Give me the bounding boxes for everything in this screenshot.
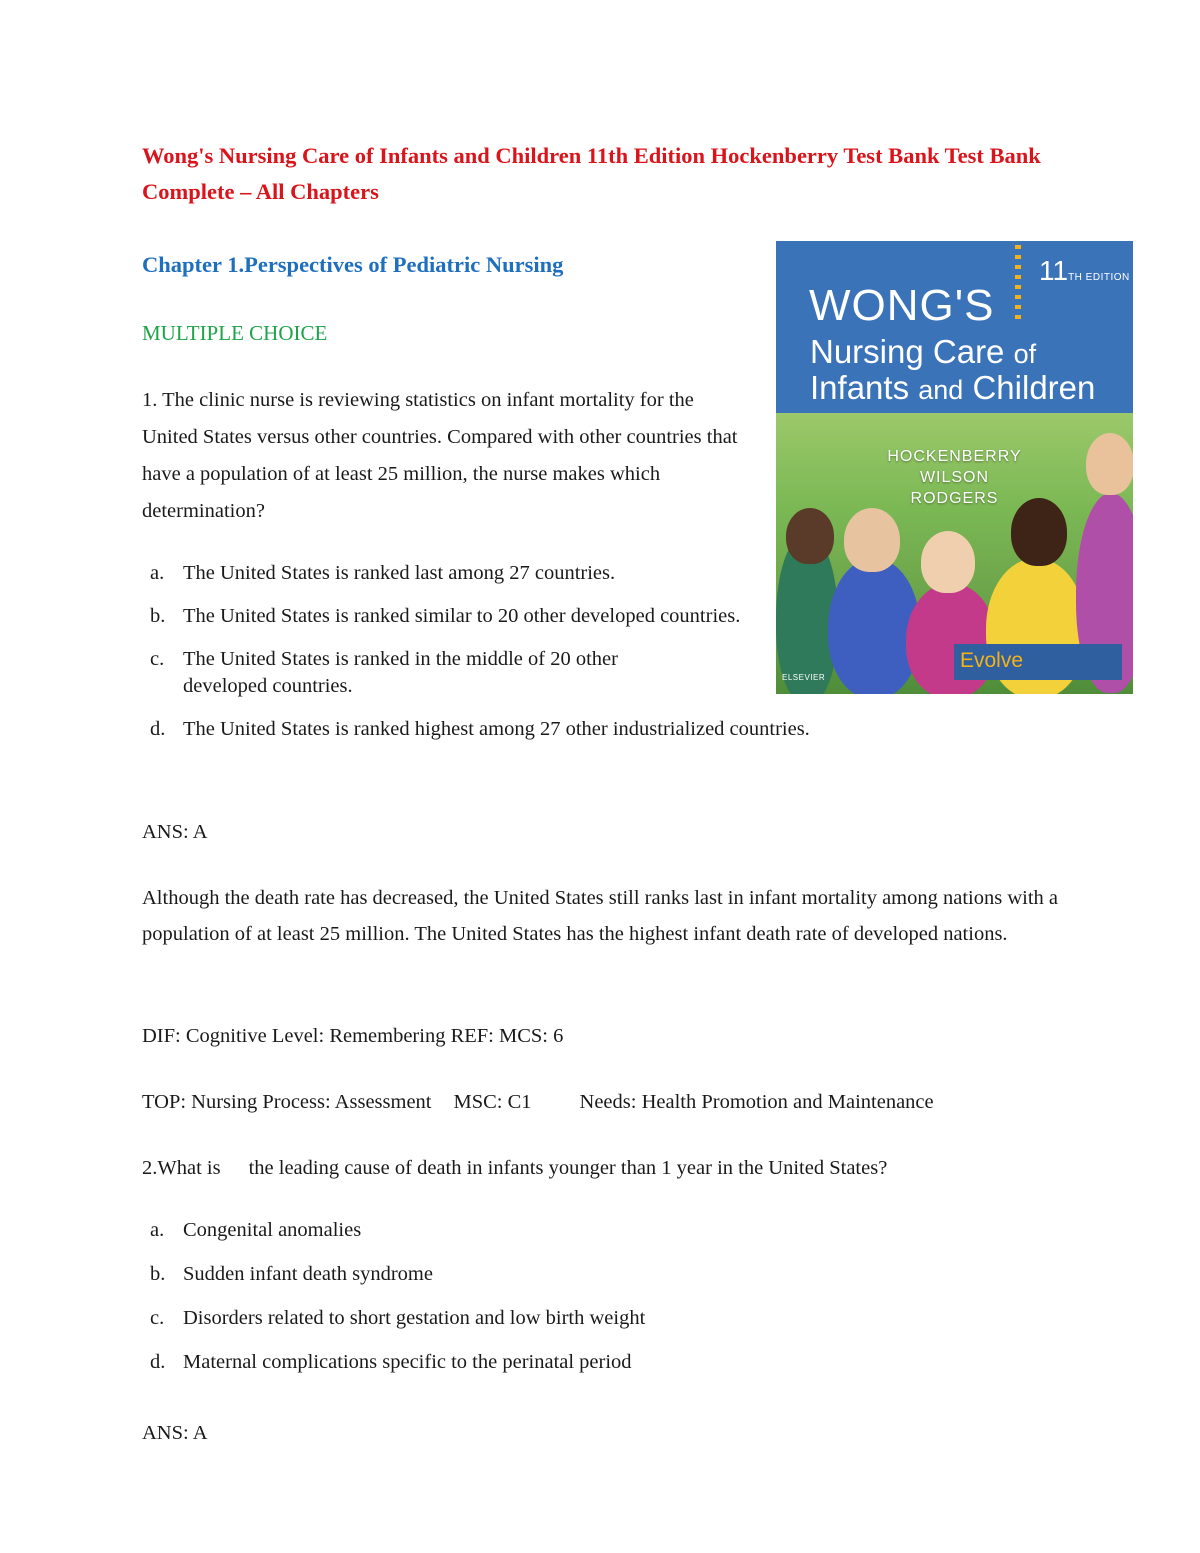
option-letter: a.	[150, 1219, 165, 1241]
child-figure	[828, 558, 920, 694]
question-1-text: 1. The clinic nurse is reviewing statistics on infant mortality for the United States versus other countries. Compared with other countries that have a population of at least 25 million, the nurse makes which determination?	[142, 389, 738, 522]
cover-dots-decoration	[1015, 245, 1021, 323]
option-letter: c.	[150, 648, 165, 670]
option-d	[142, 716, 983, 743]
option-b	[142, 603, 742, 630]
option-letter: b.	[150, 605, 166, 627]
question-1-difficulty: DIF: Cognitive Level: Remembering REF: MCS: 6	[142, 1025, 564, 1047]
msc-text: MSC: C1	[453, 1091, 532, 1113]
question-2-body: the leading cause of death in infants younger than 1 year in the United States?	[248, 1157, 888, 1179]
child-head	[844, 508, 900, 572]
option-text: The United States is ranked similar to 20 other developed countries.	[183, 605, 741, 627]
subtitle-part: of	[1013, 339, 1037, 369]
author-name: RODGERS	[910, 490, 999, 507]
option-text: The United States is ranked last among 27 countries.	[183, 562, 616, 584]
cover-brand: WONG'S	[809, 281, 995, 330]
cover-subtitle-line2	[810, 369, 1095, 407]
question-2-answer: ANS: A	[142, 1422, 208, 1444]
option-letter: d.	[150, 718, 166, 740]
child-head	[921, 531, 975, 593]
option-d	[142, 1349, 842, 1376]
evolve-label: Evolve	[960, 649, 1024, 672]
cover-authors	[776, 446, 1133, 509]
topic-text: TOP: Nursing Process: Assessment	[142, 1091, 432, 1113]
option-text: Sudden infant death syndrome	[183, 1263, 433, 1285]
subtitle-part: Nursing Care	[810, 333, 1014, 370]
subtitle-part: and	[918, 375, 964, 405]
option-c	[142, 1305, 842, 1332]
option-text: The United States is ranked highest among 27 other industrialized countries.	[183, 718, 810, 740]
book-cover-image	[776, 241, 1133, 694]
option-letter: c.	[150, 1307, 165, 1329]
option-letter: b.	[150, 1263, 166, 1285]
option-b	[142, 1261, 842, 1288]
question-2-options	[142, 1217, 842, 1393]
cover-edition	[1039, 255, 1130, 287]
option-a	[142, 560, 742, 587]
author-name: HOCKENBERRY	[887, 448, 1022, 465]
option-text: Disorders related to short gestation and low birth weight	[183, 1307, 646, 1329]
question-1-answer: ANS: A	[142, 821, 208, 843]
edition-label: TH EDITION	[1068, 272, 1130, 283]
needs-text: Needs: Health Promotion and Maintenance	[579, 1091, 934, 1113]
question-2-prefix: 2.What is	[142, 1157, 221, 1179]
option-text: Maternal complications specific to the perinatal period	[183, 1351, 632, 1373]
option-a	[142, 1217, 842, 1244]
child-head	[786, 508, 834, 564]
question-2-text	[142, 1150, 1042, 1186]
subtitle-part: Infants	[810, 369, 919, 406]
option-letter: d.	[150, 1351, 166, 1373]
edition-number: 11	[1039, 255, 1069, 286]
author-name: WILSON	[919, 469, 990, 486]
section-heading: MULTIPLE CHOICE	[142, 321, 328, 345]
option-text: Congenital anomalies	[183, 1219, 362, 1241]
option-text: The United States is ranked in the middle of 20 other developed countries.	[183, 648, 618, 697]
option-c	[142, 646, 703, 700]
cover-subtitle-line1	[810, 333, 1036, 371]
evolve-badge	[954, 644, 1122, 680]
chapter-heading: Chapter 1.Perspectives of Pediatric Nursing	[142, 252, 564, 277]
publisher-logo: ELSEVIER	[782, 673, 826, 682]
subtitle-part: Children	[963, 369, 1096, 406]
document-title: Wong's Nursing Care of Infants and Children 11th Edition Hockenberry Test Bank Test Bank Complete – All Chapters	[142, 143, 1041, 204]
option-letter: a.	[150, 562, 165, 584]
question-1-topic-line	[142, 1084, 1042, 1120]
question-1-rationale: Although the death rate has decreased, the United States still ranks last in infant mortality among nations with a population of at least 25 million. The United States has the highest infant death rate of developed nations.	[142, 887, 1059, 945]
